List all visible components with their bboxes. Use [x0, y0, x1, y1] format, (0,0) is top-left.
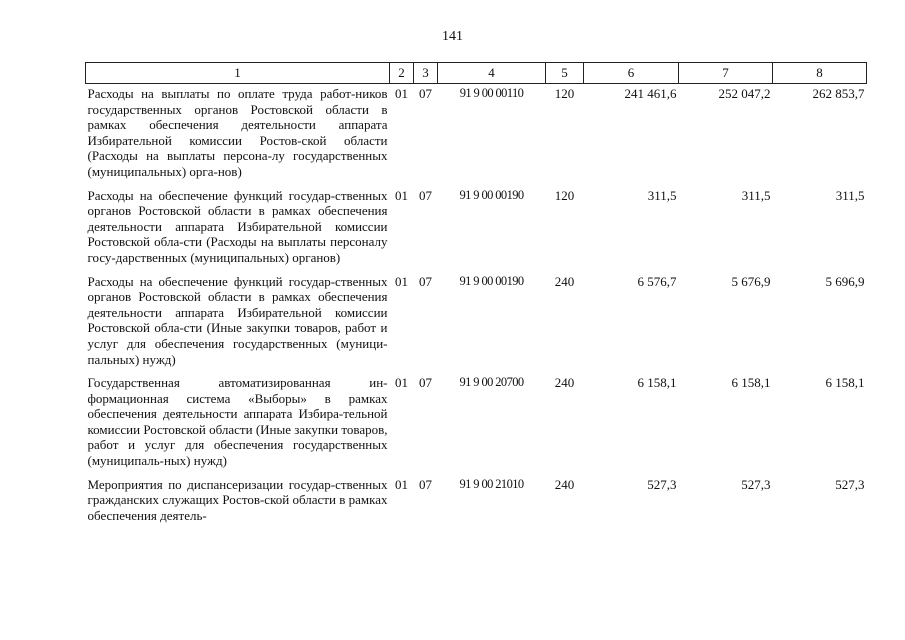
column-header: 1	[86, 63, 390, 84]
expense-name-cell: Расходы на обеспечение функций государ-ственных органов Ростовской области в рамках обеспечения деятельности аппарата Избирательной комиссии Ростовской обла-сти (Иные закупки товаров, работ и услуг для обеспечения государственных (муници-пальных) нужд)	[87, 273, 388, 367]
target-code-cell: 91 9 00 00190	[459, 187, 524, 202]
budget-table	[85, 62, 867, 529]
expense-name-cell: Расходы на обеспечение функций государ-ственных органов Ростовской области в рамках обеспечения деятельности аппарата Избирательной комиссии Ростовской обла-сти (Расходы на выплаты персоналу госу-дарственных (муниципальных) органов)	[87, 187, 388, 265]
expense-type-cell: 240	[554, 375, 575, 391]
table-row	[86, 272, 867, 374]
amount-cell-col6: 527,3	[647, 476, 677, 492]
section-cell: 01	[395, 375, 408, 391]
page-number: 141	[442, 29, 463, 44]
expense-type-cell: 240	[554, 476, 575, 492]
subsection-cell: 07	[419, 476, 432, 492]
section-cell: 01	[395, 86, 408, 101]
amount-cell-col8: 527,3	[835, 476, 865, 492]
section-cell: 01	[395, 476, 408, 492]
amount-cell-col8: 5 696,9	[825, 273, 865, 289]
amount-cell-col8: 262 853,7	[812, 86, 865, 101]
amount-cell-col7: 6 158,1	[731, 375, 771, 391]
table-row	[86, 475, 867, 530]
subsection-cell: 07	[419, 375, 432, 391]
amount-cell-col7: 527,3	[741, 476, 771, 492]
amount-cell-col7: 311,5	[741, 187, 771, 203]
target-code-cell: 91 9 00 00190	[459, 273, 524, 288]
amount-cell-col6: 311,5	[647, 187, 677, 203]
target-code-cell: 91 9 00 21010	[459, 476, 524, 491]
section-cell: 01	[395, 187, 408, 203]
column-header: 4	[438, 63, 546, 84]
target-code-cell: 91 9 00 00110	[459, 86, 524, 100]
expense-name-cell: Государственная автоматизированная ин-формационная система «Выборы» в рамках обеспечения деятельности аппарата Избира-тельной комиссии Ростовской области (Иные закупки товаров, работ и услуг для обеспечения государственных (муниципаль-ных) нужд)	[87, 375, 388, 469]
subsection-cell: 07	[419, 187, 432, 203]
amount-cell-col6: 241 461,6	[624, 86, 677, 101]
expense-name-cell: Расходы на выплаты по оплате труда работ-ников государственных органов Ростовской области в рамках обеспечения деятельности аппарата Избирательной комиссии Ростов-ской области (Расходы на выплаты персона-лу государственных (муниципальных) орга-нов)	[87, 86, 388, 179]
target-code-cell: 91 9 00 20700	[459, 375, 524, 390]
amount-cell-col7: 252 047,2	[718, 86, 771, 101]
table-row	[86, 373, 867, 475]
expense-type-cell: 120	[554, 86, 575, 101]
subsection-cell: 07	[419, 86, 432, 101]
amount-cell-col8: 311,5	[835, 187, 865, 203]
expense-type-cell: 120	[554, 187, 575, 203]
column-header: 2	[390, 63, 414, 84]
amount-cell-col7: 5 676,9	[731, 273, 771, 289]
amount-cell-col6: 6 158,1	[637, 375, 677, 391]
column-header: 5	[546, 63, 584, 84]
amount-cell-col8: 6 158,1	[825, 375, 865, 391]
column-header: 3	[414, 63, 438, 84]
column-header: 8	[773, 63, 867, 84]
section-cell: 01	[395, 273, 408, 289]
expense-name-cell: Мероприятия по диспансеризации государ-ственных гражданских служащих Ростов-ской области в рамках обеспечения деятель-	[87, 476, 388, 523]
column-header: 6	[584, 63, 679, 84]
table-header-row	[86, 63, 867, 84]
subsection-cell: 07	[419, 273, 432, 289]
table-row	[86, 186, 867, 272]
expense-type-cell: 240	[554, 273, 575, 289]
table-row	[86, 84, 867, 186]
amount-cell-col6: 6 576,7	[637, 273, 677, 289]
column-header: 7	[679, 63, 773, 84]
